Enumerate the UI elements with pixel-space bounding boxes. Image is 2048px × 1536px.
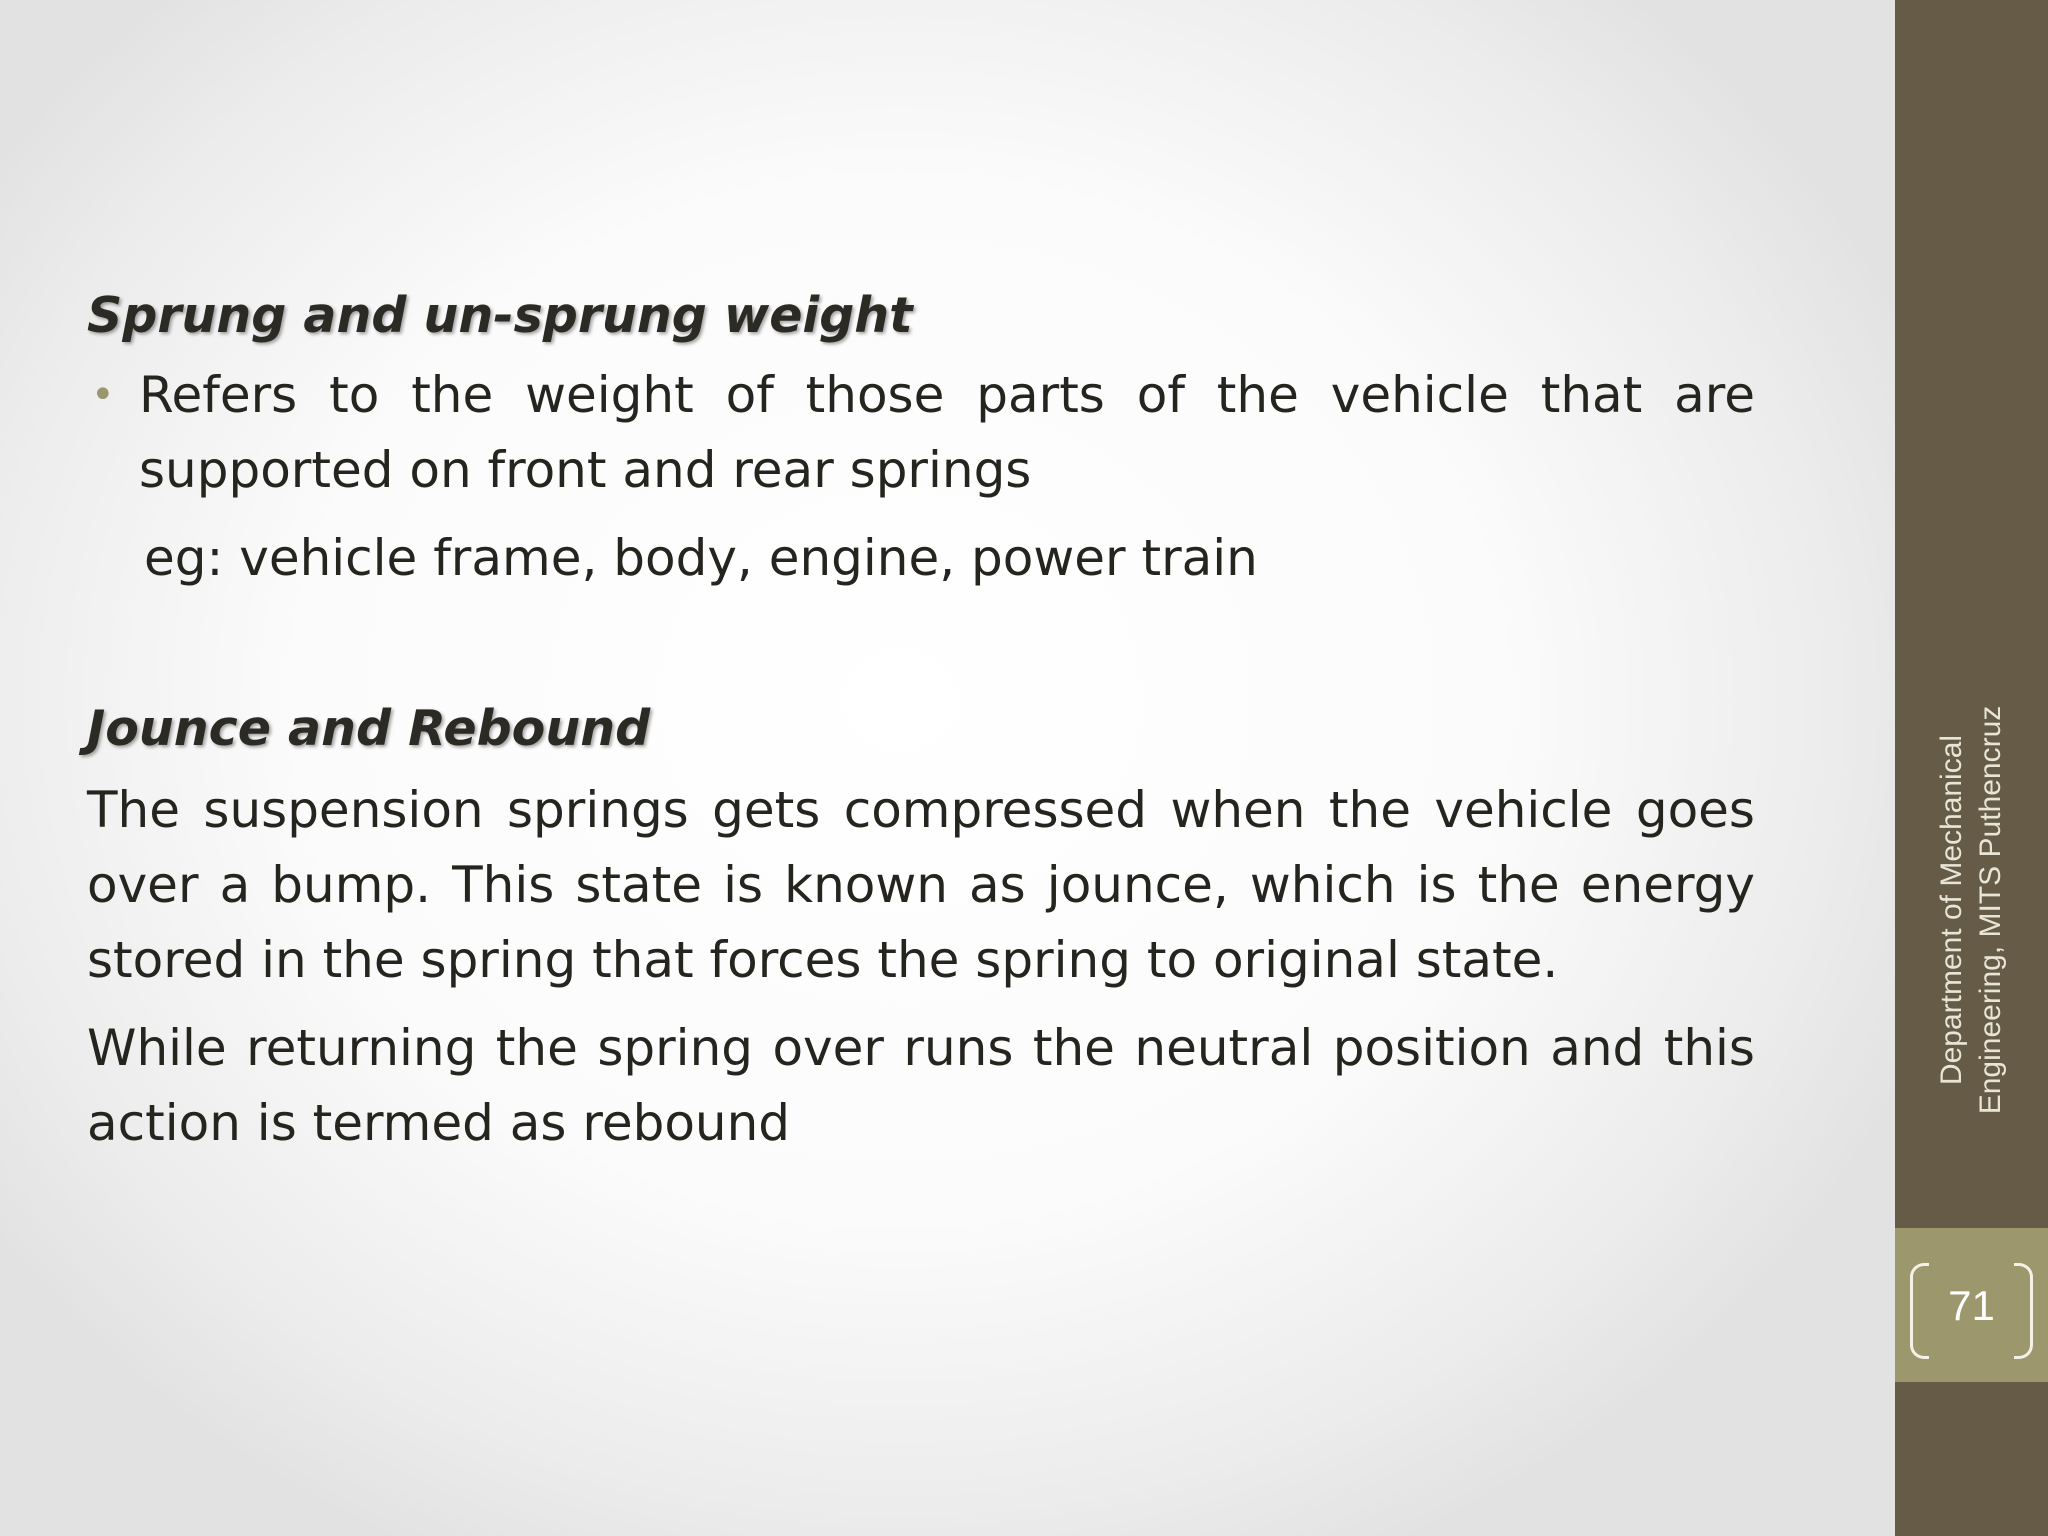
- sprung-weight-heading: Sprung and un-sprung weight: [87, 287, 913, 344]
- sprung-weight-bullet: [87, 358, 1755, 508]
- jounce-rebound-heading: Jounce and Rebound: [87, 700, 651, 757]
- department-line-2: Engineering, MITS Puthencruz: [1974, 705, 2007, 1115]
- rebound-paragraph: While returning the spring over runs the neutral position and this action is termed as rebound: [87, 1019, 1755, 1152]
- page-number: 71: [1948, 1282, 1995, 1329]
- page-number-box: [1895, 1228, 2048, 1382]
- bullet-icon: •: [91, 372, 115, 418]
- department-line-1: Department of Mechanical: [1935, 734, 1968, 1086]
- sprung-weight-definition: Refers to the weight of those parts of the vehicle that are supported on front and rear springs: [139, 366, 1755, 499]
- section-spacer: [87, 596, 1755, 695]
- jounce-paragraph: The suspension springs gets compressed when the vehicle goes over a bump. This state is known as jounce, which is the energy stored in the spring that forces the spring to original state.: [87, 781, 1755, 989]
- slide-content: [87, 282, 1755, 1161]
- sidebar: [1895, 0, 2048, 1536]
- department-label: [1932, 670, 2010, 1150]
- sprung-weight-example: eg: vehicle frame, body, engine, power train: [144, 529, 1258, 587]
